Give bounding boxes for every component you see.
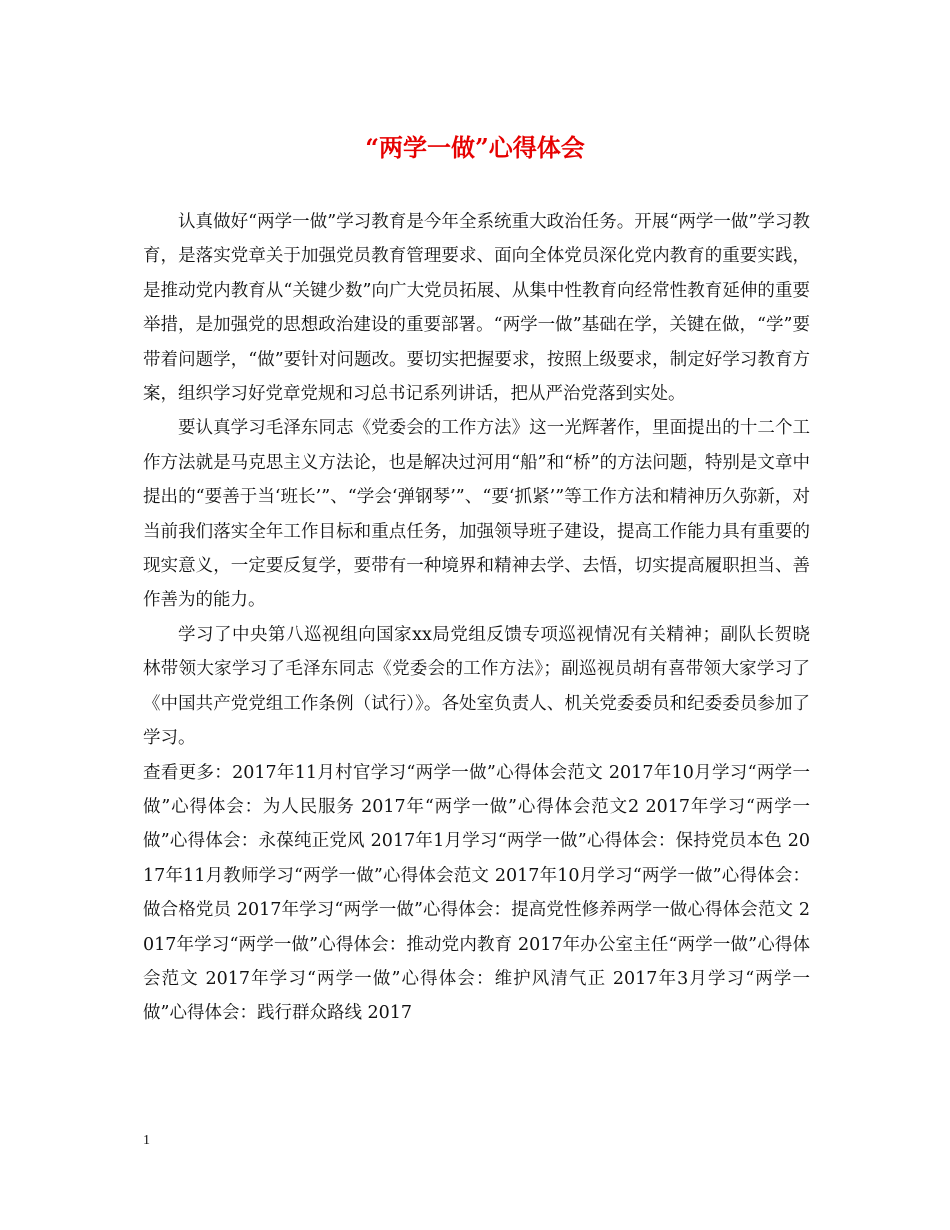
paragraph-3: 学习了中央第八巡视组向国家xx局党组反馈专项巡视情况有关精神；副队长贺晓林带领大家学习了毛泽东同志《党委会的工作方法》；副巡视员胡有喜带领大家学习了《中国共产党党组工作条例（试行）》。各处室负责人、机关党委委员和纪委委员参加了学习。: [143, 624, 810, 749]
paragraph-2: 要认真学习毛泽东同志《党委会的工作方法》这一光辉著作，里面提出的十二个工作方法就是马克思主义方法论，也是解决过河用“船”和“桥”的方法问题，特别是文章中提出的“要善于当‘班长’”、“学会‘弹钢琴’”、“要‘抓紧’”等工作方法和精神历久弥新，对当前我们落实全年工作目标和重点任务，加强领导班子建设，提高工作能力具有重要的现实意义，一定要反复学，要带有一种境界和精神去学、去悟，切实提高履职担当、善作善为的能力。: [143, 418, 810, 611]
more-links-paragraph[interactable]: 查看更多：2017年11月村官学习“两学一做”心得体会范文 2017年10月学习“两学一做”心得体会：为人民服务 2017年“两学一做”心得体会范文2 2017年学习“两学一做”心得体会：永葆纯正党风 2017年1月学习“两学一做”心得体会：保持党员本色 2017年11月教师学习“两学一做”心得体会范文 2017年10月学习“两学一做”心得体会：做合格党员 2017年学习“两学一做”心得体会：提高党性修养两学一做心得体会范文 2017年学习“两学一做”心得体会：推动党内教育 2017年办公室主任“两学一做”心得体会范文 2017年学习“两学一做”心得体会：维护风清气正 2017年3月学习“两学一做”心得体会：践行群众路线 2017: [143, 762, 810, 1024]
document-body: [143, 205, 810, 1031]
document-title: “两学一做”心得体会: [365, 133, 585, 162]
page-number: 1: [143, 1133, 150, 1148]
paragraph-1: 认真做好“两学一做”学习教育是今年全系统重大政治任务。开展“两学一做”学习教育，是落实党章关于加强党员教育管理要求、面向全体党员深化党内教育的重要实践，是推动党内教育从“关键少数”向广大党员拓展、从集中性教育向经常性教育延伸的重要举措，是加强党的思想政治建设的重要部署。“两学一做”基础在学，关键在做，“学”要带着问题学，“做”要针对问题改。要切实把握要求，按照上级要求，制定好学习教育方案，组织学习好党章党规和习总书记系列讲话，把从严治党落到实处。: [143, 212, 810, 405]
